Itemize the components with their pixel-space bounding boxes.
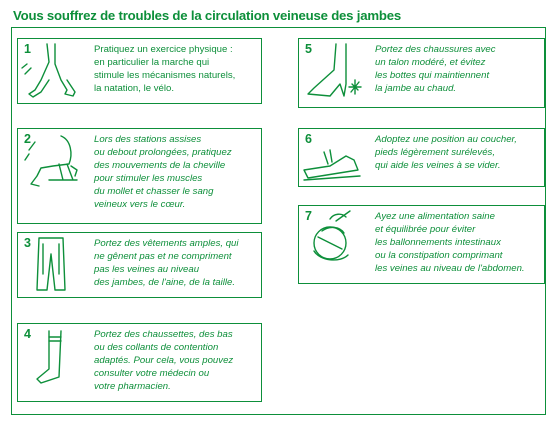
tip-6 bbox=[298, 128, 545, 187]
heeled-shoe-illustration bbox=[300, 40, 364, 106]
tip-text-line: un talon modéré, et évitez bbox=[375, 57, 486, 68]
tip-text-line: en particulier la marche qui bbox=[94, 57, 210, 68]
tip-1 bbox=[17, 38, 262, 104]
tip-text-line: ou des collants de contention bbox=[94, 342, 219, 353]
tip-7 bbox=[298, 205, 545, 284]
vegetables-illustration bbox=[300, 207, 364, 282]
tip-text-line: les bottes qui maintiennent bbox=[375, 70, 490, 81]
tip-number: 7 bbox=[305, 209, 312, 223]
tip-text-line: consulter votre médecin ou bbox=[94, 368, 210, 379]
tip-text-line: Pratiquez un exercice physique : bbox=[94, 44, 233, 55]
tip-3 bbox=[17, 232, 262, 298]
tip-text-line: Portez des vêtements amples, qui bbox=[94, 238, 239, 249]
tip-number: 5 bbox=[305, 42, 312, 56]
tip-text-line: qui aide les veines à se vider. bbox=[375, 160, 501, 171]
tip-text-line: pour stimuler les muscles bbox=[94, 173, 203, 184]
tip-2 bbox=[17, 128, 262, 224]
tip-text-line: ou debout prolongées, pratiquez bbox=[94, 147, 232, 158]
walking-legs-illustration bbox=[19, 40, 83, 102]
tip-text-line: la natation, le vélo. bbox=[94, 83, 175, 94]
page-title: Vous souffrez de troubles de la circulation veineuse des jambes bbox=[13, 8, 402, 23]
tip-text-line: ou la constipation comprimant bbox=[375, 250, 503, 261]
tip-text-line: Adoptez une position au coucher, bbox=[375, 134, 517, 145]
tip-text-line: stimule les mécanismes naturels, bbox=[94, 70, 236, 81]
tip-number: 3 bbox=[24, 236, 31, 250]
compression-stocking-illustration bbox=[19, 325, 83, 400]
tip-text-line: des jambes, de l'aine, de la taille. bbox=[94, 277, 236, 288]
tip-text-line: des mouvements de la cheville bbox=[94, 160, 226, 171]
tip-text-line: les ballonnements intestinaux bbox=[375, 237, 501, 248]
tip-text-line: Ayez une alimentation saine bbox=[375, 211, 495, 222]
raised-feet-bed-illustration bbox=[300, 130, 364, 185]
tip-number: 6 bbox=[305, 132, 312, 146]
tip-number: 4 bbox=[24, 327, 31, 341]
tip-text-line: la jambe au chaud. bbox=[375, 83, 457, 94]
tip-text-line: veineux vers le cœur. bbox=[94, 199, 186, 210]
tip-text-line: les veines au niveau de l'abdomen. bbox=[375, 263, 525, 274]
tip-text-line: votre pharmacien. bbox=[94, 381, 171, 392]
tip-text-line: ne gênent pas et ne compriment bbox=[94, 251, 232, 262]
tip-text-line: et équilibrée pour éviter bbox=[375, 224, 476, 235]
tip-text-line: pieds légèrement surélevés, bbox=[375, 147, 495, 158]
tip-text-line: pas les veines au niveau bbox=[94, 264, 200, 275]
tip-text-line: du mollet et chasser le sang bbox=[94, 186, 214, 197]
tip-text-line: Lors des stations assises bbox=[94, 134, 202, 145]
tip-text-line: Portez des chaussettes, des bas bbox=[94, 329, 233, 340]
tip-4 bbox=[17, 323, 262, 402]
tip-number: 2 bbox=[24, 132, 31, 146]
tip-text-line: adaptés. Pour cela, vous pouvez bbox=[94, 355, 234, 366]
tip-5 bbox=[298, 38, 545, 108]
seated-ankle-exercise-illustration bbox=[19, 130, 83, 222]
tip-number: 1 bbox=[24, 42, 31, 56]
tip-text-line: Portez des chaussures avec bbox=[375, 44, 496, 55]
loose-trousers-illustration bbox=[19, 234, 83, 296]
